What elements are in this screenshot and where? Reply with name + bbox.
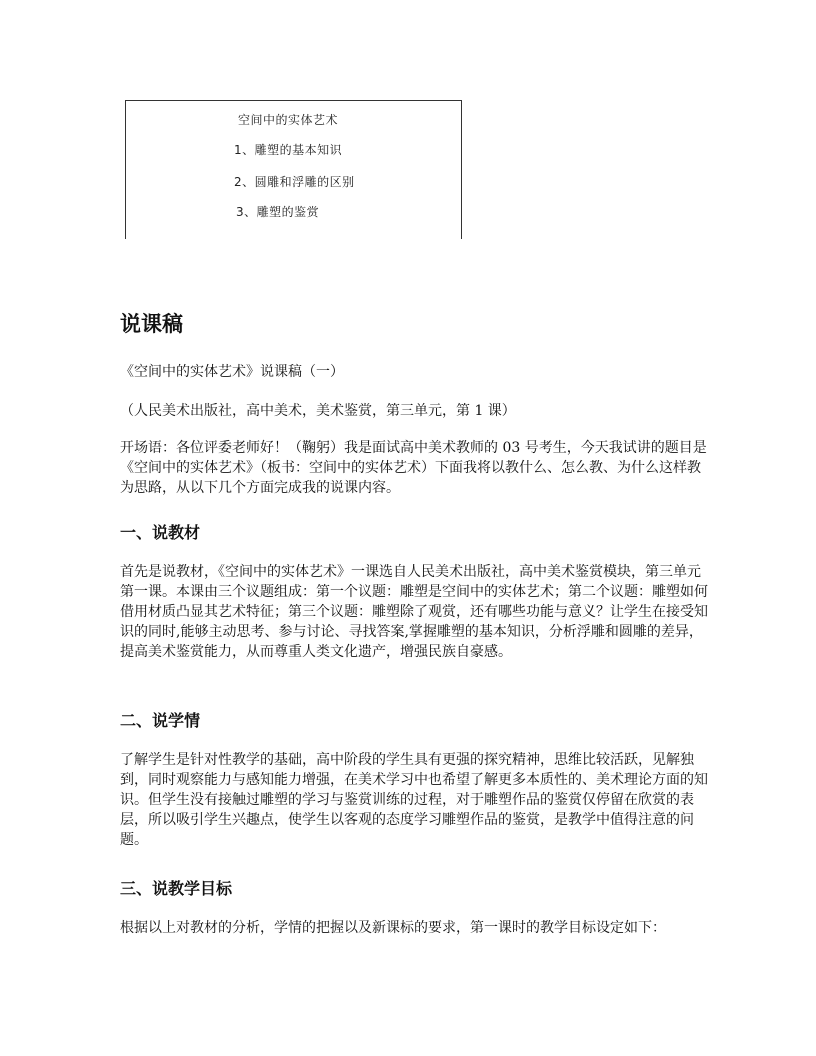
section-body-objectives: 根据以上对教材的分析，学情的把握以及新课标的要求，第一课时的教学目标设定如下： bbox=[120, 920, 666, 936]
section-heading-textbook: 一、说教材 bbox=[120, 523, 201, 542]
board-item-1: 1、雕塑的基本知识 bbox=[234, 143, 343, 157]
section-body-students: 了解学生是针对性教学的基础，高中阶段的学生具有更强的探究精神，思维比较活跃，见解独到，同时观察能力与感知能力增强，在美术学习中也希望了解更多本质性的、美术理论方面的知识。但学生没有接触过雕塑的学习与鉴赏训练的过程，对于雕塑作品的鉴赏仅停留在欣赏的表层，所以吸引学生兴趣点，使学生以客观的态度学习雕塑作品的鉴赏，是教学中值得注意的问题。 bbox=[120, 752, 708, 848]
opening-paragraph: 开场语：各位评委老师好！（鞠躬）我是面试高中美术教师的 03 号考生，今天我试讲的题目是《空间中的实体艺术》（板书：空间中的实体艺术）下面我将以教什么、怎么教、为什么这样教为思路，从以下几个方面完成我的说课内容。 bbox=[120, 440, 707, 496]
document-title: 说课稿 bbox=[120, 312, 183, 336]
board-item-2: 2、圆雕和浮雕的区别 bbox=[234, 175, 355, 189]
blackboard-sketch bbox=[125, 100, 462, 239]
source-info: （人民美术出版社，高中美术，美术鉴赏，第三单元，第 1 课） bbox=[120, 403, 516, 419]
board-title: 空间中的实体艺术 bbox=[238, 113, 339, 127]
section-heading-objectives: 三、说教学目标 bbox=[120, 879, 233, 898]
section-body-textbook: 首先是说教材，《空间中的实体艺术》一课选自人民美术出版社，高中美术鉴赏模块，第三单元第一课。本课由三个议题组成：第一个议题：雕塑是空间中的实体艺术；第二个议题：雕塑如何借用材质凸显其艺术特征；第三个议题：雕塑除了观赏，还有哪些功能与意义？让学生在接受知识的同时,能够主动思考、参与讨论、寻找答案,掌握雕塑的基本知识，分析浮雕和圆雕的差异，提高美术鉴赏能力，从而尊重人类文化遗产，增强民族自豪感。 bbox=[120, 564, 708, 660]
section-heading-students: 二、说学情 bbox=[120, 711, 201, 730]
board-item-3: 3、雕塑的鉴赏 bbox=[236, 205, 320, 219]
lecture-subtitle: 《空间中的实体艺术》说课稿（一） bbox=[120, 364, 344, 380]
